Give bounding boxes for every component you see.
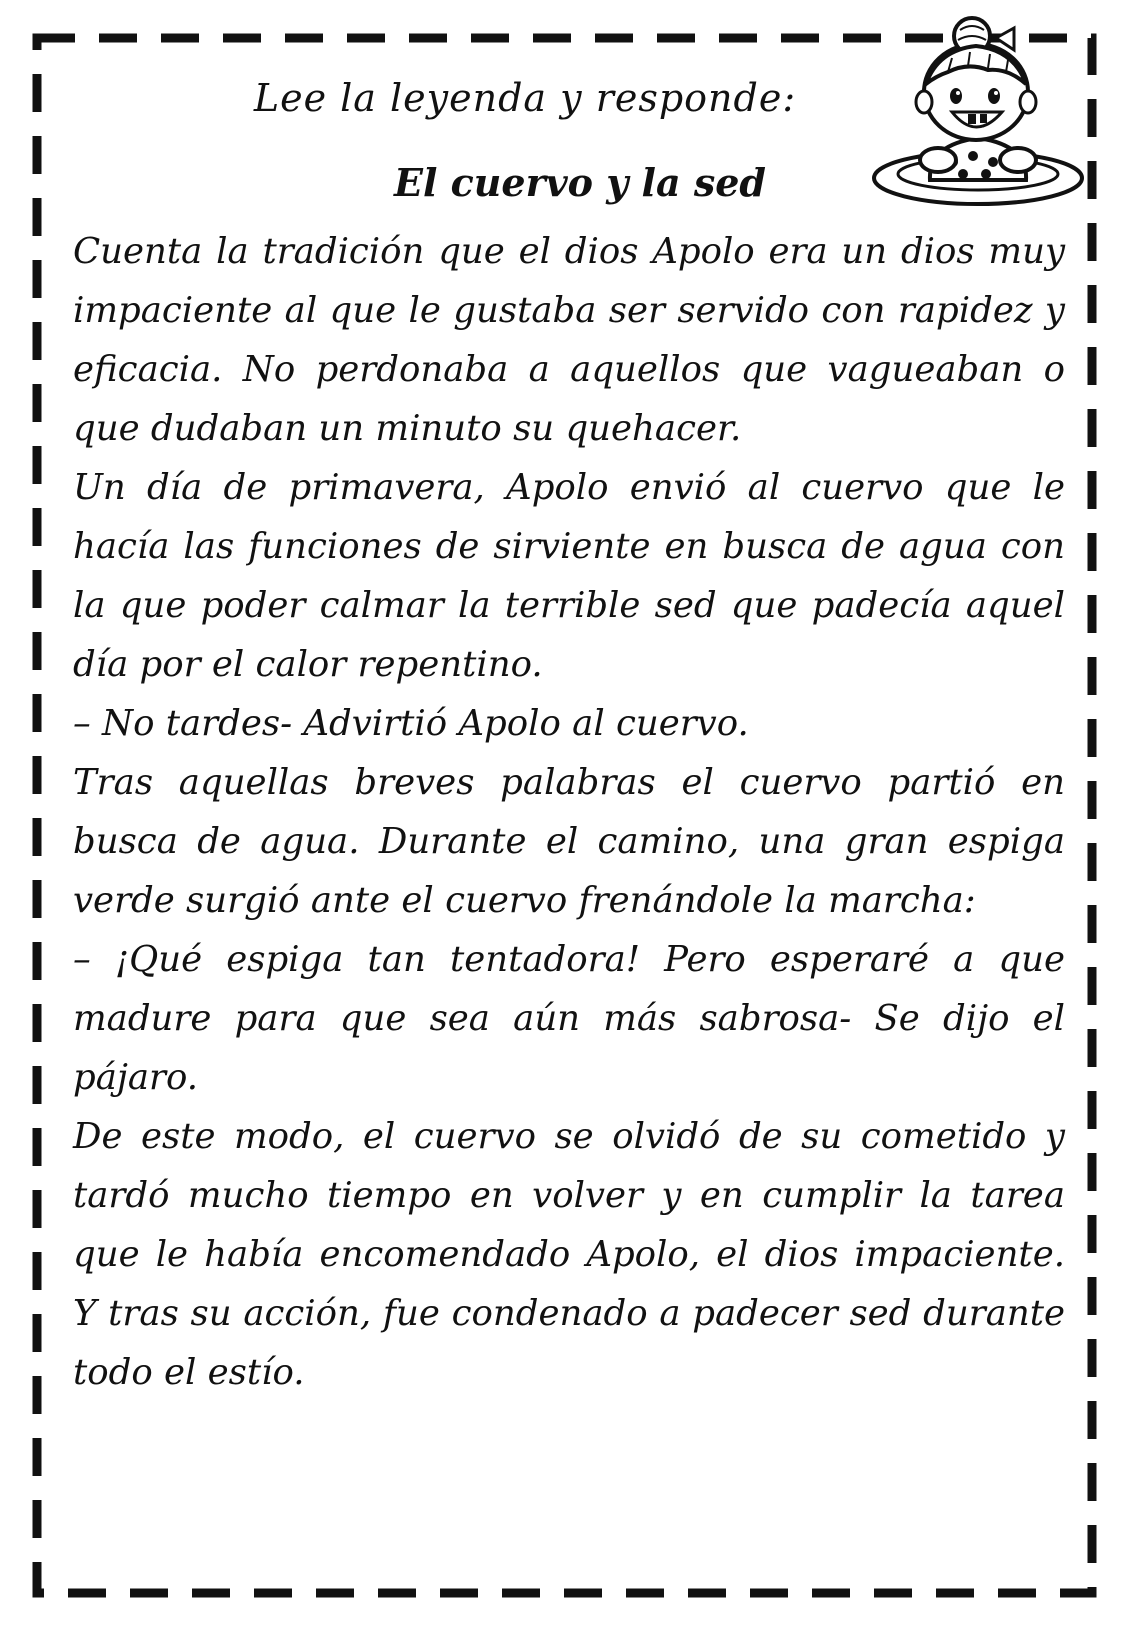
paragraph-4: Tras aquellas breves palabras el cuervo partió en busca de agua. Durante el camino, una gran espiga verde surgió ante el cuervo frenándole la marcha: — [73, 762, 1065, 921]
worksheet-instruction: Lee la leyenda y responde: — [253, 76, 797, 120]
paragraph-5: – ¡Qué espiga tan tentadora! Pero esperaré a que madure para que sea aún más sabrosa- Se dijo el pájaro. — [73, 939, 1065, 1098]
paragraph-2: Un día de primavera, Apolo envió al cuervo que le hacía las funciones de sirviente en busca de agua con la que poder calmar la terrible sed que padecía aquel día por el calor repentino. — [73, 467, 1065, 685]
legend-title: El cuervo y la sed — [394, 160, 766, 205]
paragraph-1: Cuenta la tradición que el dios Apolo era un dios muy impaciente al que le gustaba ser servido con rapidez y eficacia. No perdonaba a aquellos que vagueaban o que dudaban un minuto su quehacer. — [73, 231, 1065, 449]
legend-text — [73, 222, 1065, 1402]
paragraph-6: De este modo, el cuervo se olvidó de su cometido y tardó mucho tiempo en volver y en cumplir la tarea que le había encomendado Apolo, el dios impaciente. Y tras su acción, fue condenado a padecer sed durante todo el estío. — [73, 1116, 1065, 1393]
paragraph-3: – No tardes- Advirtió Apolo al cuervo. — [73, 703, 749, 744]
